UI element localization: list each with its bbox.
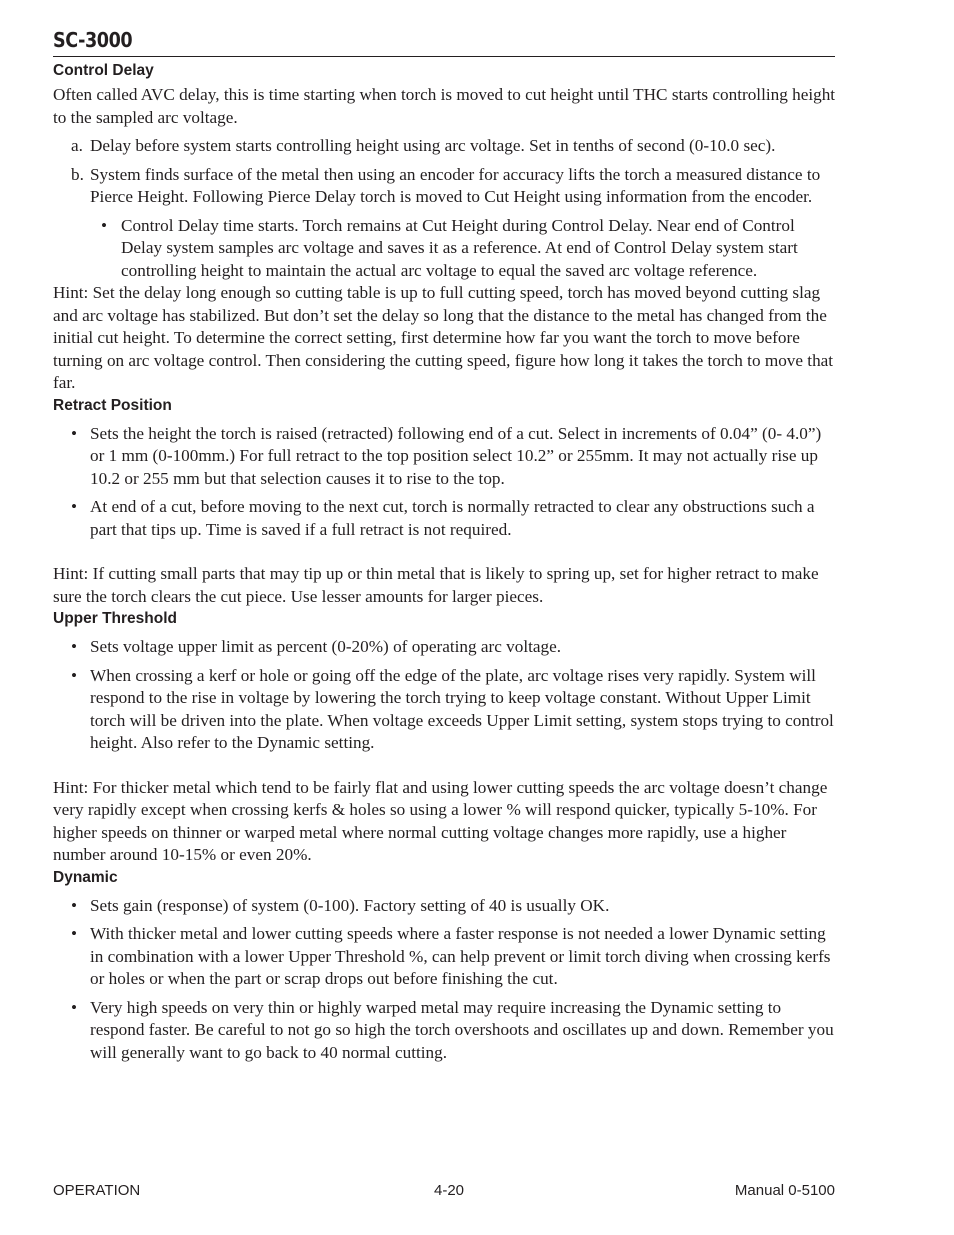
list-marker: a. (71, 136, 83, 155)
bullet-marker: • (71, 423, 78, 443)
list-item-text: At end of a cut, before moving to the next cut, torch is normally retracted to clear any obstructions such a part that tips up. Time is saved if a full retract is not required. (90, 497, 815, 539)
list-item (53, 895, 838, 918)
list-item-text: Sets the height the torch is raised (retracted) following end of a cut. Select in increments of 0.04” (0- 4.0”) or 1 mm (0-100mm.) For full retract to the top position select 10.2” or 255mm. It may not actually rise up 10.2 or 255 mm but that selection causes it to rise to the top. (90, 423, 822, 488)
section-heading-control-delay: Control Delay (53, 62, 154, 79)
spacer (53, 541, 838, 563)
list-item-text: Sets voltage upper limit as percent (0-20%) of operating arc voltage. (90, 637, 562, 656)
list-item-text: When crossing a kerf or hole or going off the edge of the plate, arc voltage rises very rapidly. System will respond to the rise in voltage by lowering the torch trying to keep voltage constant. Without Upper Limit torch will be driven into the plate. When voltage exceeds Upper Limit setting, system stops trying to control height. Also refer to the Dynamic setting. (90, 665, 834, 752)
bullet-marker: • (71, 665, 78, 685)
bullet-marker: • (71, 997, 78, 1017)
list-item (53, 423, 838, 491)
bullet-marker: • (71, 637, 78, 656)
footer-section-label: OPERATION (53, 1182, 141, 1199)
bullet-marker: • (71, 895, 78, 915)
list-item (53, 496, 838, 541)
bullet-marker: • (101, 215, 108, 235)
sub-list-item (53, 215, 838, 283)
header-divider (53, 56, 835, 57)
list-item (53, 636, 838, 659)
control-delay-intro: Often called AVC delay, this is time starting when torch is moved to cut height until THC starts controlling height to the sampled arc voltage. (53, 85, 836, 127)
retract-position-hint: Hint: If cutting small parts that may tip up or thin metal that is likely to spring up, set for higher retract to make sure the torch clears the cut piece. Use lesser amounts for larger pieces. (53, 564, 819, 606)
list-item (53, 997, 838, 1065)
section-heading-retract-position: Retract Position (53, 396, 172, 414)
list-item (53, 665, 838, 755)
list-item-text: Delay before system starts controlling height using arc voltage. Set in tenths of second (0-10.0 sec). (90, 136, 776, 155)
list-item (53, 135, 838, 158)
bullet-marker: • (71, 924, 78, 943)
section-heading-dynamic: Dynamic (53, 868, 118, 886)
list-marker: b. (71, 164, 84, 184)
page-number: 4-20 (434, 1182, 465, 1199)
control-delay-hint: Hint: Set the delay long enough so cutting table is up to full cutting speed, torch has moved beyond cutting slag and arc voltage has stabilized. But don’t set the delay so long that the distance to the metal has changed from the initial cut height. To determine the correct setting, first determine how far you want the torch to move before turning on arc voltage control. Then considering the cutting speed, figure how long it takes the torch to move that far. (53, 283, 834, 392)
list-item-text: Control Delay time starts. Torch remains at Cut Height during Control Delay. Near end of Control Delay system samples arc voltage and saves it as a reference. At end of Control Delay system start controlling height to maintain the actual arc voltage to equal the saved arc voltage reference. (121, 215, 798, 280)
list-item (53, 923, 838, 991)
section-heading-upper-threshold: Upper Threshold (53, 610, 178, 627)
list-item-text: System finds surface of the metal then using an encoder for accuracy lifts the torch a measured distance to Pierce Height. Following Pierce Delay torch is moved to Cut Height using information from the encoder. (90, 164, 821, 206)
list-item (53, 164, 838, 209)
list-item-text: Very high speeds on very thin or highly warped metal may require increasing the Dynamic setting to respond faster. Be careful to not go so high the torch overshoots and oscillates up and down. Remember you will generally want to go back to 40 normal cutting. (90, 997, 834, 1062)
list-item-text: With thicker metal and lower cutting speeds where a faster response is not needed a lower Dynamic setting in combination with a lower Upper Threshold %, can help prevent or limit torch diving when crossing kerfs or holes or when the part or scrap drops out before finishing the cut. (90, 924, 831, 988)
list-item-text: Sets gain (response) of system (0-100). Factory setting of 40 is usually OK. (90, 895, 610, 915)
upper-threshold-hint: Hint: For thicker metal which tend to be fairly flat and using lower cutting speeds the arc voltage doesn’t change very rapidly except when crossing kerfs & holes so using a lower % will respond quicker, typically 5-10%. For higher speeds on thinner or warped metal where normal cutting voltage changes more rapidly, use a higher number around 10-15% or even 20%. (53, 777, 828, 864)
page-footer (53, 1182, 835, 1202)
manual-number: Manual 0-5100 (734, 1182, 835, 1199)
document-title: SC-3000 (53, 28, 133, 52)
spacer (53, 755, 838, 777)
bullet-marker: • (71, 497, 78, 516)
page-content (53, 60, 838, 1064)
